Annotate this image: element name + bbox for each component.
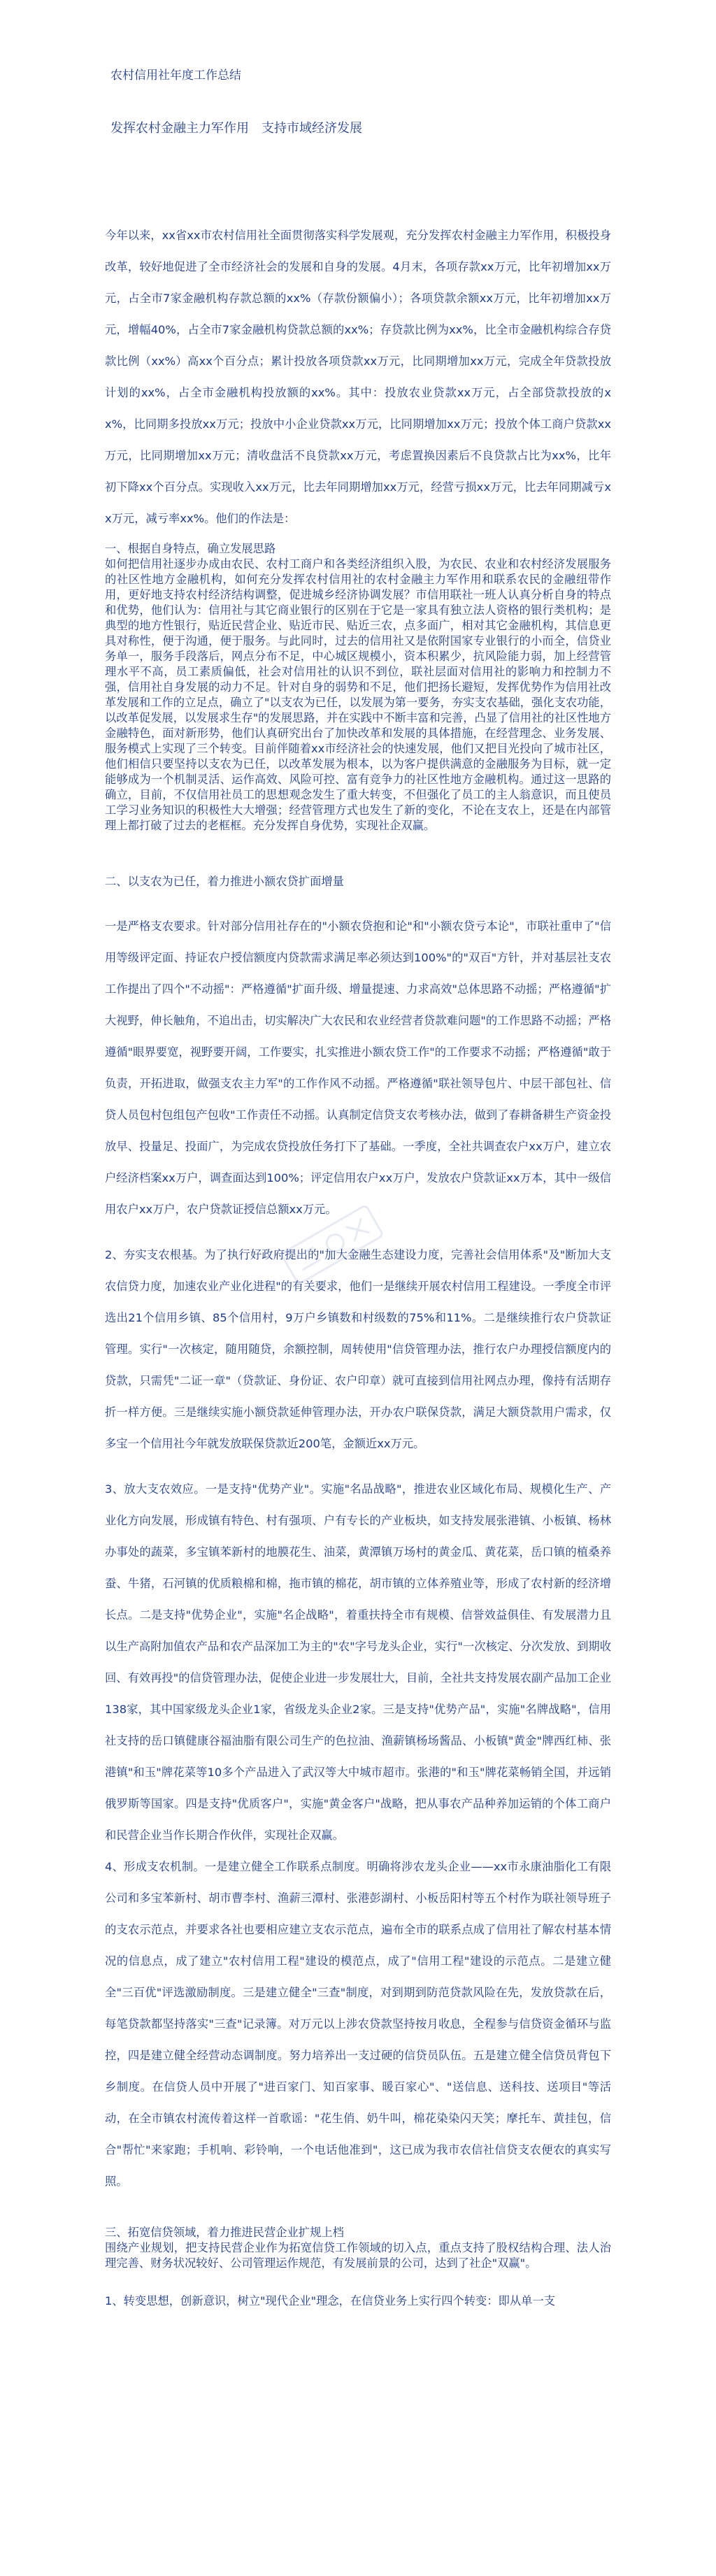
document-subtitle: 发挥农村金融主力军作用 支持市域经济发展 [110, 121, 362, 136]
section3-item-1: 1、转变思想，创新意识，树立"现代企业"理念，在信贷业务上实行四个转变：即从单一支 [105, 2294, 556, 2307]
document-title: 农村信用社年度工作总结 [110, 69, 241, 83]
section2-item-2: 2、夯实支农根基。为了执行好政府提出的"加大金融生态建设力度，完善社会信用体系"及"断加大支农信贷力度，加速农业产业化进程"的有关要求，他们一是继续开展农村信用工程建设。一季度全市评选出21个信用乡镇、85个信用村，9万户乡镇数和村级数的75%和11%。二是继续推行农户贷款证管理。实行"一次核定，随用随贷，余额控制，周转使用"信贷管理办法，推行农户办理授信额度内的贷款，只需凭"二证一章"（贷款证、身份证、农户印章）就可直接到信用社网点办理，像持有活期存折一样方便。三是继续实施小额贷款延伸管理办法，开办农户联保贷款，满足大额贷款用户需求，仅多宝一个信用社今年就发放联保贷款近200笔，金额近xx万元。 [105, 1248, 611, 1450]
section2-body: 一是严格支农要求。针对部分信用社存在的"小额农贷抱和论"和"小额农贷亏本论"，市联社重申了"信用等级评定面、持证农户授信额度内贷款需求满足率必须达到100%"的"双百"方针，并对基层社支农工作提出了四个"不动摇"：严格遵循"扩面升级、增量提速、力求高效"总体思路不动摇；严格遵循"扩大视野，伸长触角，不追出击，切实解决广大农民和农业经营者贷款难问题"的工作思路不动摇；严格遵循"眼界要宽，视野要开阔，工作要实，扎实推进小额农贷工作"的工作要求不动摇；严格遵循"敢于负责，开拓进取，做强支农主力军"的工作作风不动摇。严格遵循"联社领导包片、中层干部包社、信贷人员包村包组包产包收"工作责任不动摇。认真制定信贷支农考核办法，做到了春耕备耕生产资金投放早、投量足、投面广，为完成农贷投放任务打下了基础。一季度，全社共调查农户xx万户，建立农户经济档案xx万户，调查面达到100%；评定信用农户xx万户，发放农户贷款证xx万本，其中一级信用农户xx万户，农户贷款证授信总额xx万元。 [105, 920, 611, 1216]
intro-paragraph: 今年以来，xx省xx市农村信用社全面贯彻落实科学发展观，充分发挥农村金融主力军作用，积极投身改革，较好地促进了全市经济社会的发展和自身的发展。4月末，各项存款xx万元，比年初增加xx万元，占全市7家金融机构存款总额的xx%（存款份额偏小）；各项贷款余额xx万元，比年初增加xx万元，增幅40%，占全市7家金融机构贷款总额的xx%；存贷款比例为xx%，比全市金融机构综合存贷款比例（xx%）高xx个百分点；累计投放各项贷款xx万元，比同期增加xx万元，完成全年贷款投放计划的xx%，占全市金融机构投放额的xx%。其中：投放农业贷款xx万元，占全部贷款投放的xx%，比同期多投放xx万元；投放中小企业贷款xx万元，比同期增加xx万元；投放个体工商户贷款xx万元，比同期增加xx万元；清收盘活不良贷款xx万元，考虑置换因素后不良贷款占比为xx%，比年初下降xx个百分点。实现收入xx万元，比去年同期增加xx万元，经营亏损xx万元，比去年同期减亏xx万元，减亏率xx%。他们的作法是： [105, 229, 611, 525]
section3-body: 围绕产业规划，把支持民营企业作为拓宽信贷工作领域的切入点，重点支持了股权结构合理、法人治理完善、财务状况较好、公司管理运作规范，有发展前景的公司，达到了社企"双赢"。 [105, 2241, 611, 2270]
section1-heading: 一、根据自身特点，确立发展思路 [105, 542, 276, 555]
section2-item-3: 3、放大支农效应。一是支持"优势产业"。实施"名品战略"，推进农业区域化布局、规模化生产、产业化方向发展，形成镇有特色、村有强项、户有专长的产业板块，如支持发展张港镇、小板镇、杨林办事处的蔬菜，多宝镇苯新村的地膜花生、油菜，黄潭镇万场村的黄金瓜、黄花菜，岳口镇的植桑养蚕、牛猪，石河镇的优质粮棉和棉，拖市镇的棉花，胡市镇的立体养殖业等，形成了农村新的经济增长点。二是支持"优势企业"，实施"名企战略"，着重扶持全市有规模、信誉效益俱佳、有发展潜力且以生产高附加值农产品和农产品深加工为主的"农"字号龙头企业，实行"一次核定、分次发放、到期收回、有效再投"的信贷管理办法，促使企业进一步发展壮大，目前，全社共支持发展农副产品加工企业138家，其中国家级龙头企业1家，省级龙头企业2家。三是支持"优势产品"，实施"名牌战略"，信用社支持的岳口镇健康谷福油脂有限公司生产的色拉油、渔薪镇杨场酱品、小板镇"黄金"牌西红柿、张港镇"和玉"牌花菜等10多个产品进入了武汉等大中城市超市。张港的"和玉"牌花菜畅销全国，并远销俄罗斯等国家。四是支持"优质客户"，实施"黄金客户"战略，把从事农产品种养加运销的个体工商户和民营企业当作长期合作伙伴，实现社企双赢。 [105, 1482, 611, 1842]
section3-heading: 三、拓宽信贷领域，着力推进民营企业扩规上档 [105, 2226, 344, 2239]
section2-heading: 二、以支农为已任，着力推进小额农贷扩面增量 [105, 875, 344, 888]
section2-item-4: 4、形成支农机制。一是建立健全工作联系点制度。明确将涉农龙头企业——xx市永康油脂化工有限公司和多宝苯新村、胡市曹李村、渔薪三潭村、张港彭湖村、小板岳阳村等五个村作为联社领导班子的支农示范点，并要求各社也要相应建立支农示范点，遍布全市的联系点成了信用社了解农村基本情况的信息点，成了建立"农村信用工程"建设的模范点，成了"信用工程"建设的示范点。二是建立健全"三百优"评选激励制度。三是建立健全"三查"制度，对到期到防范贷款风险在先，发放贷款在后，每笔贷款都坚持落实"三查"记录簿。对万元以上涉农贷款坚持按月收息，全程参与信贷资金循环与监控，四是建立健全经营动态调制度。努力培养出一支过硬的信贷员队伍。五是建立健全信贷员背包下乡制度。在信贷人员中开展了"进百家门、知百家事、暖百家心"、"送信息、送科技、送项目"等活动，在全市镇农村流传着这样一首歌谣："花生俏、奶牛叫，棉花染染闪天笑；摩托车、黄挂包，信合"帮忙"来家跑；手机响、彩铃响，一个电话他准到"，这已成为我市农信社信贷支农便农的真实写照。 [105, 1860, 611, 2188]
section1-body: 如何把信用社逐步办成由农民、农村工商户和各类经济组织入股，为农民、农业和农村经济发展服务的社区性地方金融机构，如何充分发挥农村信用社的农村金融主力军作用和联系农民的金融纽带作用，更好地支持农村经济结构调整，促进城乡经济协调发展？市信用联社一班人认真分析自身的特点和优势，他们认为：信用社与其它商业银行的区别在于它是一家具有独立法人资格的银行类机构；是典型的地方性银行，贴近民营企业、贴近市民、贴近三农，点多面广，相对其它金融机构，其信息更具对称性，便于沟通，便于服务。与此同时，过去的信用社又是依附国家专业银行的小而全，信贷业务单一，服务手段落后，网点分布不足，中心城区规模小，资本积累少，抗风险能力弱，加上经营管理水平不高，员工素质偏低，社会对信用社的认识不到位，联社层面对信用社的影响力和控制力不强，信用社自身发展的动力不足。针对自身的弱势和不足，他们把扬长避短，发挥优势作为信用社改革发展和工作的立足点，确立了"以支农为已任，以发展为第一要务，夯实支农基础，强化支农功能，以改革促发展，以发展求生存"的发展思路，并在实践中不断丰富和完善，凸显了信用社的社区性地方金融特色，面对新形势，他们认真研究出台了加快改革和发展的具体措施，在经营理念、业务发展、服务模式上实现了三个转变。目前伴随着xx市经济社会的快速发展，他们又把目光投向了城市社区，他们相信只要坚持以支农为已任，以改革发展为根本，以为客户提供满意的金融服务为目标，就一定能够成为一个机制灵活、运作高效、风险可控、富有竞争力的社区性地方金融机构。通过这一思路的确立，目前，不仅信用社员工的思想观念发生了重大转变，不但强化了员工的主人翁意识，而且使员工学习业务知识的积极性大大增强；经营管理方式也发生了新的变化，不论在支农上，还是在内部管理上都打破了过去的老框框。充分发挥自身优势，实现社企双赢。 [105, 557, 611, 832]
watermark-stamp-icon [266, 1203, 399, 1287]
